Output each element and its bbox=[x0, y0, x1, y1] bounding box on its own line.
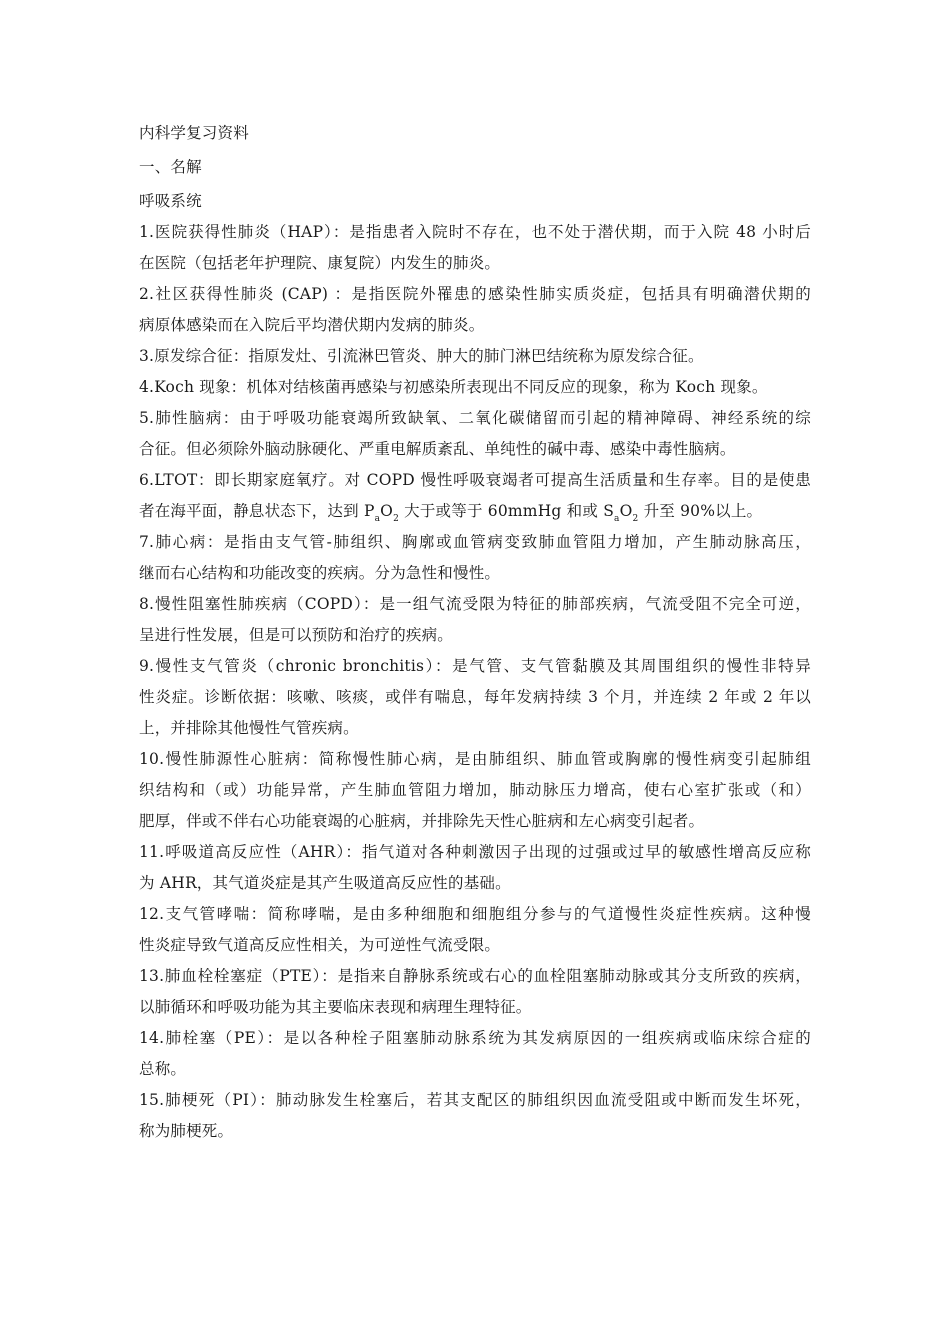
definition-entry-13 bbox=[139, 961, 811, 1023]
definition-entry-14 bbox=[139, 1023, 811, 1085]
entry-line: 上，并排除其他慢性气管疾病。 bbox=[139, 719, 359, 737]
entry-line: 肥厚，伴或不伴右心功能衰竭的心脏病，并排除先天性心脏病和左心病变引起者。 bbox=[139, 812, 705, 830]
definition-entry-4 bbox=[139, 372, 811, 403]
entry-line: 性炎症导致气道高反应性相关，为可逆性气流受限。 bbox=[139, 936, 501, 954]
formula-suffix: 升至 90%以上。 bbox=[638, 502, 763, 520]
entry-line: 7.肺心病：是指由支气管-肺组织、胸廓或血管病变致肺血管阻力增加，产生肺动脉高压， bbox=[139, 533, 811, 551]
entry-line: 总称。 bbox=[139, 1060, 187, 1078]
entry-line: 13.肺血栓栓塞症（PTE）：是指来自静脉系统或右心的血栓阻塞肺动脉或其分支所致的疾病， bbox=[139, 967, 811, 985]
sao2-letter: S bbox=[603, 502, 615, 520]
entry-line: 为 AHR，其气道炎症是其产生吸道高反应性的基础。 bbox=[139, 874, 511, 892]
entry-line: 9.慢性支气管炎（chronic bronchitis）：是气管、支气管黏膜及其周围组织的慢性非特异 bbox=[139, 657, 811, 675]
pao2-letter: P bbox=[363, 502, 375, 520]
entry-line: 2.社区获得性肺炎 (CAP) ：是指医院外罹患的感染性肺实质炎症，包括具有明确潜伏期的 bbox=[139, 285, 811, 303]
definition-entry-10 bbox=[139, 744, 811, 837]
pao2-o: O bbox=[380, 502, 394, 520]
entry-line: 称为肺梗死。 bbox=[139, 1122, 234, 1140]
entry-line: 14.肺栓塞（PE）：是以各种栓子阻塞肺动脉系统为其发病原因的一组疾病或临床综合症的 bbox=[139, 1029, 811, 1047]
entry-line: 3.原发综合征：指原发灶、引流淋巴管炎、肿大的肺门淋巴结统称为原发综合征。 bbox=[139, 347, 704, 365]
section-heading: 一、名解 bbox=[139, 158, 202, 176]
pao2-formula bbox=[364, 496, 399, 527]
entry-line: 性炎症。诊断依据：咳嗽、咳痰，或伴有喘息，每年发病持续 3 个月，并连续 2 年或 2 年以 bbox=[139, 688, 811, 706]
formula-middle: 大于或等于 60mmHg 和或 bbox=[399, 502, 604, 520]
entry-line: 在医院（包括老年护理院、康复院）内发生的肺炎。 bbox=[139, 254, 501, 272]
document-title: 内科学复习资料 bbox=[139, 124, 249, 142]
definition-entry-9 bbox=[139, 651, 811, 744]
sao2-sub-a: a bbox=[614, 514, 620, 524]
entry-line: 呈进行性发展，但是可以预防和治疗的疾病。 bbox=[139, 626, 454, 644]
entry-line-with-formula bbox=[139, 496, 811, 527]
definition-entry-1 bbox=[139, 217, 811, 279]
definition-entry-12 bbox=[139, 899, 811, 961]
subsection-heading: 呼吸系统 bbox=[139, 192, 202, 210]
entry-line: 以肺循环和呼吸功能为其主要临床表现和病理生理特征。 bbox=[139, 998, 532, 1016]
entry-line: 继而右心结构和功能改变的疾病。分为急性和慢性。 bbox=[139, 564, 501, 582]
definition-entry-6 bbox=[139, 465, 811, 527]
pao2-sub-a: a bbox=[374, 514, 381, 524]
definition-entry-8 bbox=[139, 589, 811, 651]
sao2-sub-2: 2 bbox=[632, 514, 639, 524]
entry-line: 合征。但必须除外脑动脉硬化、严重电解质紊乱、单纯性的碱中毒、感染中毒性脑病。 bbox=[139, 440, 736, 458]
entry-line: 5.肺性脑病：由于呼吸功能衰竭所致缺氧、二氧化碳储留而引起的精神障碍、神经系统的综 bbox=[139, 409, 811, 427]
formula-prefix: 者在海平面，静息状态下，达到 bbox=[139, 502, 364, 520]
sao2-formula bbox=[603, 496, 638, 527]
definition-entry-7 bbox=[139, 527, 811, 589]
definition-entry-15 bbox=[139, 1085, 811, 1147]
entry-line: 织结构和（或）功能异常，产生肺血管阻力增加，肺动脉压力增高，使右心室扩张或（和） bbox=[139, 781, 811, 799]
entry-line: 10.慢性肺源性心脏病：简称慢性肺心病，是由肺组织、肺血管或胸廓的慢性病变引起肺组 bbox=[139, 750, 811, 768]
definition-entry-5 bbox=[139, 403, 811, 465]
entry-line: 6.LTOT：即长期家庭氧疗。对 COPD 慢性呼吸衰竭者可提高生活质量和生存率。目的是使患 bbox=[139, 471, 811, 489]
document-page bbox=[139, 118, 811, 1147]
entry-line: 病原体感染而在入院后平均潜伏期内发病的肺炎。 bbox=[139, 316, 485, 334]
definition-entry-2 bbox=[139, 279, 811, 341]
entry-line: 8.慢性阻塞性肺疾病（COPD）：是一组气流受限为特征的肺部疾病，气流受阻不完全可逆， bbox=[139, 595, 811, 613]
definition-entry-11 bbox=[139, 837, 811, 899]
entry-line: 4.Koch 现象：机体对结核菌再感染与初感染所表现出不同反应的现象，称为 Koch 现象。 bbox=[139, 378, 768, 396]
entry-line: 12.支气管哮喘：简称哮喘，是由多种细胞和细胞组分参与的气道慢性炎症性疾病。这种慢 bbox=[139, 905, 811, 923]
entry-line: 15.肺梗死（PI）：肺动脉发生栓塞后，若其支配区的肺组织因血流受阻或中断而发生坏死， bbox=[139, 1091, 811, 1109]
sao2-o: O bbox=[619, 502, 633, 520]
entry-line: 11.呼吸道高反应性（AHR）：指气道对各种刺激因子出现的过强或过早的敏感性增高反应称 bbox=[139, 843, 811, 861]
pao2-sub-2: 2 bbox=[393, 514, 400, 524]
definition-entry-3 bbox=[139, 341, 811, 372]
entry-line: 1.医院获得性肺炎（HAP）：是指患者入院时不存在，也不处于潜伏期，而于入院 48 小时后 bbox=[139, 223, 811, 241]
